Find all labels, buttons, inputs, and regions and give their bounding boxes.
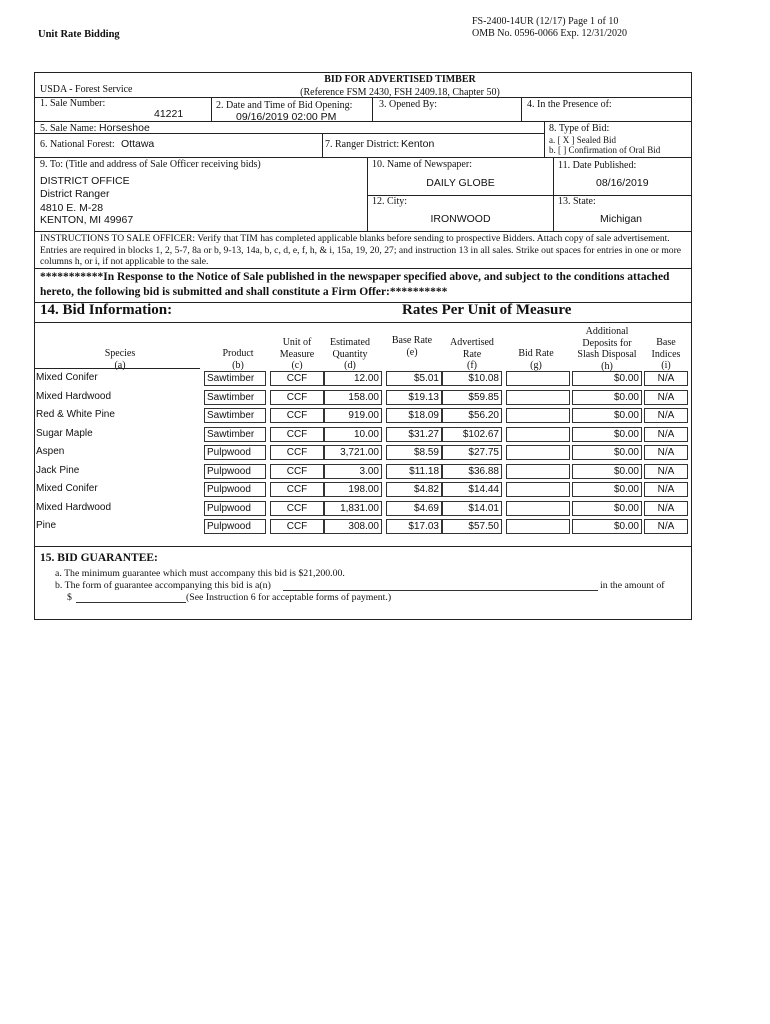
form-short-title: Unit Rate Bidding (38, 29, 120, 40)
form-id: FS-2400-14UR (12/17) Page 1 of 10 (472, 16, 619, 27)
species-cell: Jack Pine (36, 465, 80, 476)
instructions-text: INSTRUCTIONS TO SALE OFFICER: Verify that TIM has completed applicable blanks before sending to prospective Bidders. Attach copy of sale advertisement. Entries are required in blocks 1, 2, 5-7, 8a or b, 9-13, 14a, b, c, d, e, f, h, & i, 15a, 19, 20, 27; and instruction 13 in all sales. Strike out spaces for entries in one or more columns h, or i, if not applicable to the sale. (40, 233, 682, 267)
base-rate-cell: $5.01 (386, 371, 442, 386)
city: IRONWOOD (430, 213, 491, 225)
product-cell: Sawtimber (204, 427, 266, 442)
species-cell: Mixed Hardwood (36, 502, 112, 513)
bid-rate-input[interactable] (506, 445, 570, 460)
sale-name: Horseshoe (99, 122, 150, 134)
species-cell: Pine (36, 520, 57, 531)
advertised-rate-cell: $27.75 (442, 445, 502, 460)
indices-cell: N/A (644, 427, 688, 442)
col-unit: Unit of Measure (c) (279, 337, 315, 371)
divider (367, 195, 692, 196)
col-base-indices: Base Indices (i) (651, 337, 681, 371)
indices-cell: N/A (644, 445, 688, 460)
col-slash-deposit: Additional Deposits for Slash Disposal (h) (577, 326, 637, 372)
base-rate-cell: $11.18 (386, 464, 442, 479)
guarantee-line-b: b. The form of guarantee accompanying this bid is a(n) (55, 580, 271, 591)
base-rate-cell: $19.13 (386, 390, 442, 405)
base-rate-cell: $18.09 (386, 408, 442, 423)
bid-rate-input[interactable] (506, 519, 570, 534)
bid-info-heading: 14. Bid Information: (40, 302, 173, 318)
advertised-rate-cell: $56.20 (442, 408, 502, 423)
divider (372, 97, 373, 121)
indices-cell: N/A (644, 371, 688, 386)
product-cell: Pulpwood (204, 445, 266, 460)
advertised-rate-cell: $14.01 (442, 501, 502, 516)
base-rate-cell: $8.59 (386, 445, 442, 460)
guarantee-instruction-note: (See Instruction 6 for acceptable forms of payment.) (186, 592, 392, 603)
indices-cell: N/A (644, 390, 688, 405)
col-base-rate: Base Rate (e) (391, 335, 433, 358)
date-published-label: 11. Date Published: (558, 160, 637, 171)
divider (34, 368, 200, 369)
unit-cell: CCF (270, 427, 324, 442)
deposit-cell: $0.00 (572, 371, 642, 386)
species-cell: Aspen (36, 446, 65, 457)
newspaper-label: 10. Name of Newspaper: (372, 159, 472, 170)
bid-rate-input[interactable] (506, 427, 570, 442)
quantity-cell: 919.00 (324, 408, 382, 423)
col-product: Product (b) (222, 348, 254, 371)
to-line-1: DISTRICT OFFICE (40, 175, 130, 187)
product-cell: Pulpwood (204, 464, 266, 479)
omb-number: OMB No. 0596-0066 Exp. 12/31/2020 (472, 28, 627, 39)
base-rate-cell: $17.03 (386, 519, 442, 534)
indices-cell: N/A (644, 501, 688, 516)
species-cell: Mixed Hardwood (36, 391, 112, 402)
national-forest: Ottawa (121, 138, 155, 150)
species-cell: Sugar Maple (36, 428, 93, 439)
product-cell: Pulpwood (204, 501, 266, 516)
national-forest-label: 6. National Forest: (40, 139, 115, 150)
sale-number: 41221 (154, 108, 184, 120)
bid-rate-input[interactable] (506, 371, 570, 386)
guarantee-form-field[interactable] (283, 590, 598, 591)
bid-rate-input[interactable] (506, 482, 570, 497)
to-line-4: KENTON, MI 49967 (40, 214, 134, 226)
unit-cell: CCF (270, 371, 324, 386)
quantity-cell: 158.00 (324, 390, 382, 405)
divider (34, 231, 692, 232)
advertised-rate-cell: $36.88 (442, 464, 502, 479)
col-advertised-rate: Advertised Rate (f) (450, 337, 494, 371)
unit-cell: CCF (270, 501, 324, 516)
product-cell: Pulpwood (204, 519, 266, 534)
agency-label: USDA - Forest Service (40, 84, 133, 95)
deposit-cell: $0.00 (572, 501, 642, 516)
product-cell: Sawtimber (204, 371, 266, 386)
bid-rate-input[interactable] (506, 390, 570, 405)
product-cell: Pulpwood (204, 482, 266, 497)
divider (34, 268, 692, 269)
bid-datetime-label: 2. Date and Time of Bid Opening: (216, 100, 353, 111)
divider (34, 157, 692, 158)
deposit-cell: $0.00 (572, 445, 642, 460)
divider (34, 133, 544, 134)
form-title: BID FOR ADVERTISED TIMBER (324, 74, 476, 85)
quantity-cell: 1,831.00 (324, 501, 382, 516)
col-species: Species (a) (104, 348, 136, 371)
sale-number-label: 1. Sale Number: (40, 98, 106, 109)
date-published: 08/16/2019 (596, 177, 649, 189)
col-quantity: Estimated Quantity (d) (330, 337, 370, 371)
state-label: 13. State: (558, 196, 596, 207)
quantity-cell: 3,721.00 (324, 445, 382, 460)
indices-cell: N/A (644, 408, 688, 423)
deposit-cell: $0.00 (572, 482, 642, 497)
firm-offer-statement: ***********In Response to the Notice of Sale published in the newspaper specified above, and subject to the conditions attached hereto, the following bid is submitted and shall constitute a Firm Offer:********** (40, 271, 670, 298)
divider (521, 97, 522, 121)
unit-cell: CCF (270, 445, 324, 460)
species-cell: Mixed Conifer (36, 372, 98, 383)
guarantee-amount-field[interactable] (76, 602, 186, 603)
divider (553, 157, 554, 231)
product-cell: Sawtimber (204, 408, 266, 423)
quantity-cell: 12.00 (324, 371, 382, 386)
quantity-cell: 10.00 (324, 427, 382, 442)
divider (322, 133, 323, 157)
advertised-rate-cell: $102.67 (442, 427, 502, 442)
guarantee-amount-label: in the amount of (600, 580, 665, 591)
dollar-sign: $ (67, 592, 72, 603)
advertised-rate-cell: $59.85 (442, 390, 502, 405)
quantity-cell: 198.00 (324, 482, 382, 497)
divider (34, 322, 692, 323)
to-line-3: 4810 E. M-28 (40, 202, 104, 214)
bid-rate-input[interactable] (506, 501, 570, 516)
indices-cell: N/A (644, 482, 688, 497)
ranger-district-label: 7. Ranger District: (325, 139, 400, 150)
deposit-cell: $0.00 (572, 519, 642, 534)
guarantee-heading: 15. BID GUARANTEE: (40, 552, 158, 564)
divider (544, 121, 545, 157)
sale-name-label: 5. Sale Name: (40, 123, 97, 134)
to-line-2: District Ranger (40, 188, 110, 200)
base-rate-cell: $4.82 (386, 482, 442, 497)
divider (34, 97, 692, 98)
advertised-rate-cell: $57.50 (442, 519, 502, 534)
species-cell: Mixed Conifer (36, 483, 98, 494)
ranger-district: Kenton (401, 138, 435, 150)
unit-cell: CCF (270, 519, 324, 534)
advertised-rate-cell: $10.08 (442, 371, 502, 386)
unit-cell: CCF (270, 408, 324, 423)
sealed-bid-checkbox[interactable]: a. [ X ] Sealed Bid (549, 135, 616, 145)
bid-rate-input[interactable] (506, 464, 570, 479)
type-of-bid-label: 8. Type of Bid: (549, 123, 610, 134)
opened-by-label: 3. Opened By: (379, 99, 438, 110)
divider (34, 546, 692, 547)
base-rate-cell: $4.69 (386, 501, 442, 516)
deposit-cell: $0.00 (572, 390, 642, 405)
divider (211, 97, 212, 121)
deposit-cell: $0.00 (572, 427, 642, 442)
indices-cell: N/A (644, 464, 688, 479)
unit-cell: CCF (270, 390, 324, 405)
quantity-cell: 3.00 (324, 464, 382, 479)
unit-cell: CCF (270, 464, 324, 479)
bid-rate-input[interactable] (506, 408, 570, 423)
form-reference: (Reference FSM 2430, FSH 2409.18, Chapter 50) (300, 87, 500, 98)
species-cell: Red & White Pine (36, 409, 115, 420)
deposit-cell: $0.00 (572, 408, 642, 423)
oral-bid-checkbox[interactable]: b. [ ] Confirmation of Oral Bid (549, 145, 661, 155)
newspaper: DAILY GLOBE (426, 177, 495, 189)
advertised-rate-cell: $14.44 (442, 482, 502, 497)
unit-cell: CCF (270, 482, 324, 497)
bid-datetime: 09/16/2019 02:00 PM (236, 111, 337, 123)
state: Michigan (600, 213, 643, 225)
presence-label: 4. In the Presence of: (527, 99, 612, 110)
to-label: 9. To: (Title and address of Sale Officer receiving bids) (40, 159, 261, 170)
col-bid-rate: Bid Rate (g) (518, 348, 554, 371)
deposit-cell: $0.00 (572, 464, 642, 479)
base-rate-cell: $31.27 (386, 427, 442, 442)
rates-heading: Rates Per Unit of Measure (402, 302, 572, 318)
indices-cell: N/A (644, 519, 688, 534)
product-cell: Sawtimber (204, 390, 266, 405)
city-label: 12. City: (372, 196, 408, 207)
quantity-cell: 308.00 (324, 519, 382, 534)
guarantee-line-a: a. The minimum guarantee which must accompany this bid is $21,200.00. (55, 568, 345, 579)
